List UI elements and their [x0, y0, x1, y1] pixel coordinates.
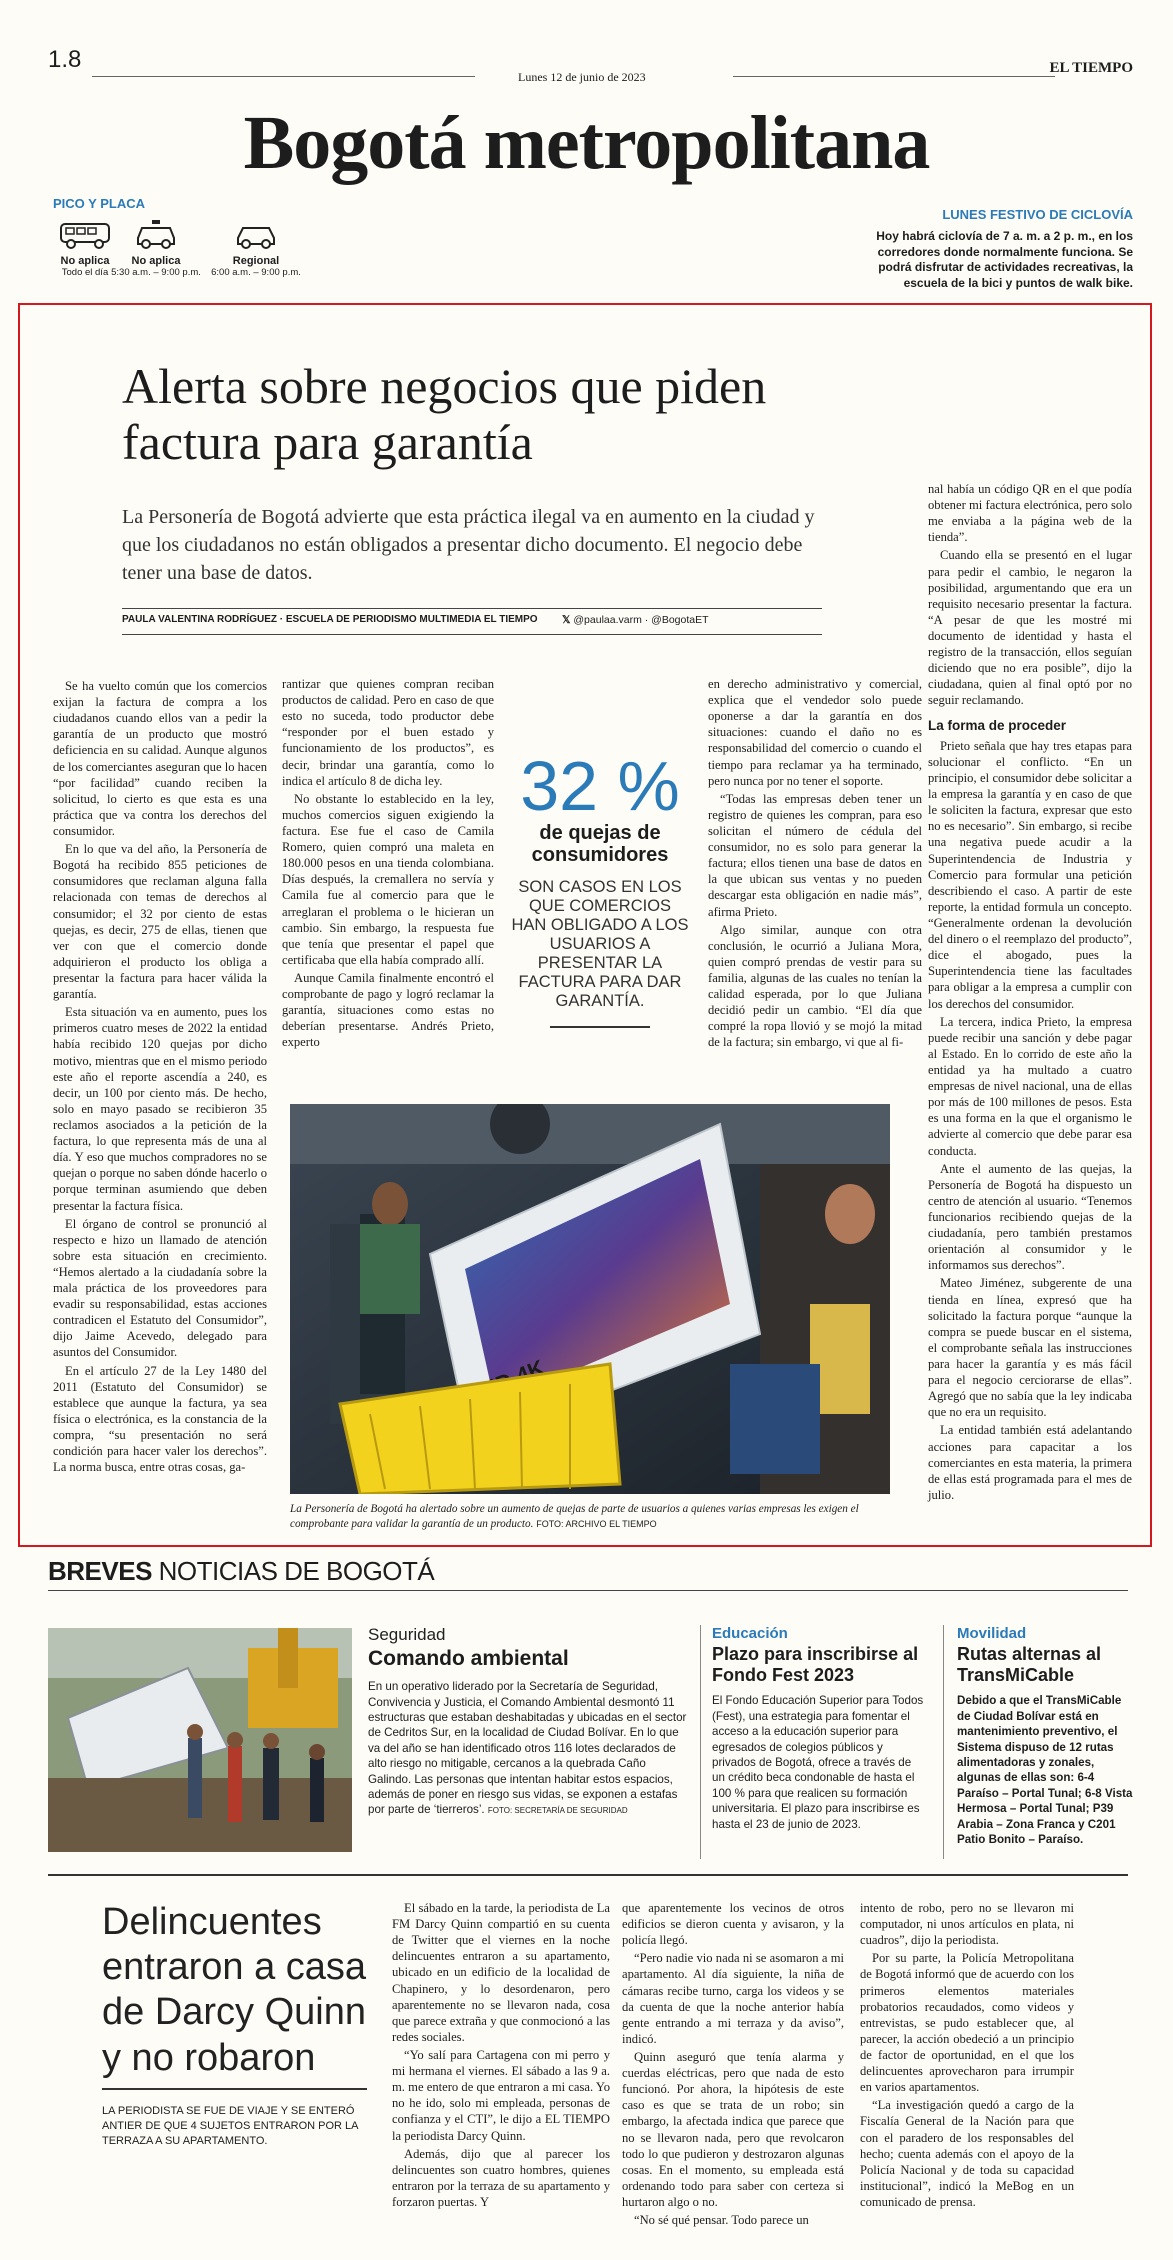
breves-label — [48, 1556, 434, 1587]
brief-credit: FOTO: SECRETARÍA DE SEGURIDAD — [487, 1806, 628, 1816]
paragraph: intento de robo, pero no se llevaron mi computador, ni unos artículos en plata, ni cuadros”, dijo la periodista. — [860, 1901, 1074, 1948]
brief-title: Rutas alternas al TransMiCable — [957, 1644, 1102, 1685]
article-social — [562, 614, 709, 626]
brief-body — [368, 1679, 690, 1818]
paragraph: “La investigación quedó a cargo de la Fiscalía General de la Nación para que con el paradero de los responsables del hecho; cuenta además con el apoyo de la Policía Nacional y de toda su capacidad institucional”, indicó la MeBog en un comunicado de prensa. — [860, 2098, 1074, 2209]
brief-text: En un operativo liderado por la Secretaría de Seguridad, Convivencia y Justicia, el Comando Ambiental desmontó 11 estructuras que estaban deshabitadas y ubicadas en el sector de Cedritos Sur, en la localidad de Ciudad Bolívar. En lo que va del año se han identificado otros 116 lotes declarados de alto riesgo no mitigable, cercanos a la quebrada Caño Galindo. Las personas que intentan habitar estos espacios, además de poner en riesgo sus vidas, se exponen a estafas por parte de ‘tierreros’. — [368, 1680, 687, 1817]
date-line: Lunes 12 de junio de 2023 — [518, 70, 646, 84]
paragraph: Por su parte, la Policía Metropolitana de Bogotá informó que de acuerdo con los primeros elementos materiales probatorios recaudados, como videos y entrevistas, se pudo establecer que, al parecer, la acción obedeció a un principio de factor de oportunidad, en el que los delincuentes aprovecharon para irrumpir en varios apartamentos. — [860, 1951, 1074, 2095]
stat-label: de quejas de consumidores — [531, 822, 669, 866]
breves-photo — [48, 1628, 352, 1852]
article-headline: Alerta sobre negocios que piden factura para garantía — [122, 358, 767, 470]
bus-icon — [59, 218, 111, 250]
article-column-1 — [53, 678, 267, 1477]
ciclovia-body: Hoy habrá ciclovía de 7 a. m. a 2 p. m., en los corredores donde normalmente funciona. Se podrá disfrutar de actividades recreativas, la escuela de la bici y puntos de walk bike. — [876, 229, 1133, 290]
stat-number: 32 % — [520, 747, 680, 825]
breves-label-rest: NOTICIAS DE BOGOTÁ — [158, 1556, 435, 1586]
brief-seguridad — [368, 1625, 690, 1818]
bottom-column-2 — [622, 1900, 844, 2230]
ciclovia-title: LUNES FESTIVO DE CICLOVÍA — [942, 207, 1133, 222]
pico-placa-title: PICO Y PLACA — [53, 196, 145, 211]
pico-placa-hours: Todo el día — [61, 267, 109, 278]
subtitle-forma: La forma de proceder — [928, 717, 1067, 733]
demolition-scene-image — [48, 1628, 352, 1852]
social-handles[interactable]: @paulaa.varm · @BogotaET — [573, 614, 709, 626]
bottom-column-1 — [392, 1900, 610, 2212]
header-rule-left — [92, 76, 475, 77]
bottom-summary-rule — [102, 2088, 367, 2090]
paragraph: rantizar que quienes compran reciban productos de calidad. Pero en caso de que esto no suceda, todo productor debe “responder por el buen estado y funcionamiento de los productos”, es decir, brindar una garantía, como lo indica el artículo 8 de dicha ley. — [282, 677, 494, 788]
car-icon — [234, 218, 278, 250]
paragraph: que aparentemente los vecinos de otros edificios se dieron cuenta y avisaron, y la policía llegó. — [622, 1901, 844, 1948]
stat-description: SON CASOS EN LOS QUE COMERCIOS HAN OBLIGADO A LOS USUARIOS A PRESENTAR LA FACTURA PARA DAR GARANTÍA. — [511, 878, 689, 1010]
article-column-2 — [282, 676, 494, 1053]
brief-kicker: Movilidad — [957, 1625, 1027, 1642]
brief-title: Plazo para inscribirse al Fondo Fest 2023 — [712, 1644, 919, 1685]
header-rule-right — [733, 76, 1055, 77]
caption-text: La Personería de Bogotá ha alertado sobre un aumento de quejas de parte de usuarios a quienes varias empresas les exigen el comprobante para validar la garantía de un producto. — [290, 1503, 859, 1530]
paragraph: En lo que va del año, la Personería de Bogotá ha recibido 855 peticiones de consumidores que reclaman alguna falla relacionada con temas de derechos al consumidor; el 32 por ciento de estas quejas, es decir, 275 de ellas, tienen que ver con que el comercio donde adquirieron el producto los obliga a presentar la factura para hacer válida la garantía. — [53, 842, 267, 1002]
bottom-headline: Delincuentes entraron a casa de Darcy Quinn y no robaron — [102, 1901, 367, 2079]
paragraph: nal había un código QR en el que podía obtener mi factura electrónica, pero solo me enviaba a la página web de la tienda”. — [928, 482, 1132, 545]
paragraph: “Yo salí para Cartagena con mi perro y mi hermana el viernes. El sábado a las 9 a. m. me entero de que entraron a mi casa. Yo no he ido, solo mi empleada, personas de confianza y el CTI”, le dijo a EL TIEMPO la periodista Darcy Quinn. — [392, 2047, 610, 2143]
paper-name: EL TIEMPO — [1049, 60, 1133, 76]
byline-rule — [122, 634, 822, 635]
paragraph: La entidad también está adelantando acciones para capacitar a los comerciantes en esta materia, la primera de ellas está programada para el mes de julio. — [928, 1423, 1132, 1502]
pico-placa-hours: 5:30 a.m. – 9:00 p.m. — [111, 267, 201, 278]
breves-bottom-rule — [48, 1874, 1128, 1876]
paragraph: En el artículo 27 de la Ley 1480 del 2011 (Estatuto del Consumidor) se establece que aunque la factura, ya sea física o electrónica, es la constancia de la compra, “su presentación no será condición para hacer valer los derechos”. La norma busca, entre otras cosas, ga- — [53, 1363, 267, 1475]
paragraph: Mateo Jiménez, subgerente de una tienda en línea, expresó que ha solicitado la factura porque “aunque la compra se puede buscar en el sistema, el comprobante señala las instrucciones para hacer la garantía y es más fácil para el negocio cerciorarse de ellas”. Agregó que no sabía que la ley indicaba que no era un requisito. — [928, 1276, 1132, 1420]
article-byline: PAULA VALENTINA RODRÍGUEZ · ESCUELA DE PERIODISMO MULTIMEDIA EL TIEMPO — [122, 614, 538, 625]
article-column-4 — [708, 676, 922, 1053]
brief-body: El Fondo Educación Superior para Todos (Fest), una estrategia para fomentar el acceso a la educación superior para egresados de colegios públicos y privados de Bogotá, ofrece a través de un crédito beca condonable de hasta el 100 % para que realicen su formación universitaria. El plazo para inscribirse es hasta el 23 de junio de 2023. — [712, 1694, 924, 1831]
paragraph: en derecho administrativo y comercial, explica que el vendedor solo puede oponerse a dar la garantía en dos situaciones: cuando el daño no es responsabilidad del comercio o cuando el tiempo para reclamar ya ha terminado, pero nunca por no tener el soporte. — [708, 677, 922, 788]
brief-body: Debido a que el TransMiCable de Ciudad Bolívar está en mantenimiento preventivo, el Sistema dispuso de 12 rutas alimentadoras y zonales, algunas de ellas son: 6-4 Paraíso – Portal Tunal; 6-8 Vista Hermosa – Portal Tunal; P39 Arabia – Zona Franca y C201 Patio Bonito – Paraíso. — [957, 1694, 1133, 1847]
pico-placa-status: No aplica — [60, 255, 110, 267]
photo-caption — [290, 1502, 890, 1531]
pico-placa-status: Regional — [232, 255, 280, 267]
paragraph: “No sé qué pensar. Todo parece un — [634, 2213, 809, 2228]
page-number: 1.8 — [48, 46, 82, 73]
shopping-scene-image — [290, 1104, 890, 1494]
paragraph: No obstante lo establecido en la ley, muchos comercios siguen exigiendo la factura. Ese fue el caso de Camila Romero, quien compró una maleta en 180.000 pesos en una tienda colombiana. Días después, la cremallera no servía y Camila fue al comercio para que le arreglaran el problema o le hicieran un cambio. Sin embargo, la respuesta fue que tenía que presentar el papel que certificaba que ella había comprado allí. — [282, 791, 494, 967]
twitter-icon: 𝕏 — [562, 614, 574, 626]
column-divider — [943, 1625, 944, 1859]
stat-rule — [550, 1026, 650, 1028]
paragraph: “Todas las empresas deben tener un registro de quienes les compran, para eso solicitan el número de cédula del consumidor, no es solo para generar la factura; ellos tienen una base de datos en la que ubican sus ventas y no pueden descargar esta obligación en nadie más”, afirma Prieto. — [708, 791, 922, 919]
paragraph: El sábado en la tarde, la periodista de La FM Darcy Quinn compartió en su cuenta de Twitter que el viernes en la noche delincuentes entraron a su apartamento, ubicado en un edificio de la localidad de Chapinero, y lo desordenaron, pero aparentemente no se llevaron nada, cosa que parece extraña y que conmocionó a las redes sociales. — [392, 1901, 610, 2044]
paragraph: Esta situación va en aumento, pues los primeros cuatro meses de 2022 la entidad había recibido 120 quejas por dicho motivo, mientras que en el mismo periodo este año el reporte ascendía a 240, es decir, un 100 por ciento más. De hecho, solo en mayo pasado se recibieron 35 reclamos asociados a la petición de la factura, lo que representa más de una al día. Y eso que muchos compradores no se quejan o porque no saben dónde hacerlo o porque terminan asumiendo que deben presentar la factura física. — [53, 1005, 267, 1213]
paragraph: La tercera, indica Prieto, la empresa puede recibir una sanción y debe pagar al Estado. En lo corrido de este año la entidad ya ha multado a cuatro empresas de nivel nacional, una de ellas por más de 100 millones de pesos. Esta es una forma en la que el organismo le advierte al comercio que debe parar esa conducta. — [928, 1014, 1132, 1158]
section-title: Bogotá metropolitana — [243, 101, 930, 185]
paragraph: Prieto señala que hay tres etapas para solucionar el conflicto. “En un principio, el consumidor debe solicitar a la empresa la garantía y en caso de que le soliciten la factura, expresar que esto no es necesario”. Sin embargo, si recibe una negativa puede acudir a la Superintendencia de Industria y Comercio para formular una petición describiendo el caso. A partir de este reporte, la entidad formula un concepto. “Generalmente ordenan la devolución del dinero o el reemplazo del producto”, dice el abogado, pues la Superintendencia tiene las facultades para obligar a la empresa a cumplir con los derechos del consumidor. — [928, 738, 1132, 1011]
paragraph: Algo similar, aunque con otra conclusión, le ocurrió a Juliana Mora, quien compró prendas de vestir para su familia, algunas de las cuales no tenían la calidad esperada, por lo que Juliana decidió pedir un cambio. “El día que compré la ropa llovió y se mojó la mitad de la factura; sin embargo, vi que al fi- — [708, 922, 922, 1050]
bottom-summary: LA PERIODISTA SE FUE DE VIAJE Y SE ENTERÓ ANTIER DE QUE 4 SUJETOS ENTRARON POR LA TERRAZA A SU APARTAMENTO. — [102, 2105, 358, 2147]
breves-label-bold: BREVES — [48, 1556, 152, 1586]
pico-placa-hours: 6:00 a.m. – 9:00 p.m. — [211, 267, 301, 278]
bottom-column-3 — [860, 1900, 1074, 2212]
brief-kicker: Seguridad — [368, 1625, 446, 1644]
pico-placa-item-car — [208, 218, 304, 278]
paragraph: Quinn aseguró que tenía alarma y cuerdas eléctricas, pero que nada de esto funcionó. Por ahora, la hipótesis de este caso es que se trata de un robo; sin embargo, la afectada indica que parece que no se llevaron nada, pero que revolcaron todo lo que pudieron y destrozaron algunas cosas. En el momento, su empleada está ordenando todo para saber con certeza si hurtaron algo o no. — [622, 2049, 844, 2209]
brief-kicker: Educación — [712, 1625, 788, 1642]
paragraph: Además, dijo que al parecer los delincuentes son cuatro hombres, quienes entraron por la terraza de su apartamento y forzaron puertas. Y — [392, 2146, 610, 2209]
brief-movilidad — [957, 1625, 1133, 1847]
breves-rule — [48, 1590, 1128, 1591]
article-column-5 — [928, 481, 1132, 1505]
paragraph: Cuando ella se presentó en el lugar para pedir el cambio, le negaron la posibilidad, argumentando que era un requisito necesario presentar la factura. “A pesar de que les mostré mi documento de identidad y hasta el registro de la transacción, ellos seguían diciendo que no era posible”, dijo la ciudadana, quien al final optó por no seguir reclamando. — [928, 548, 1132, 708]
paragraph: El órgano de control se pronunció al respecto e hizo un llamado de atención sobre esta situación en crecimiento. “Hemos alertado a la ciudadanía sobre la mala práctica de los proveedores para evadir su responsabilidad, estas acciones contradicen el Estatuto del Consumidor”, dijo Jaime Acevedo, delegado para asuntos del Consumidor. — [53, 1216, 267, 1360]
paragraph: Aunque Camila finalmente encontró el comprobante de pago y logró reclamar la garantía, situaciones como estas no deberían presentarse. Andrés Prieto, experto — [282, 970, 494, 1050]
photo-credit: FOTO: ARCHIVO EL TIEMPO — [536, 1518, 657, 1529]
pico-placa-item-taxi — [108, 218, 204, 278]
article-subhead: La Personería de Bogotá advierte que esta práctica ilegal va en aumento en la ciudad y que los ciudadanos no están obligados a presentar dicho documento. El negocio debe tener una base de datos. — [122, 506, 815, 584]
paragraph: Ante el aumento de las quejas, la Personería de Bogotá ha dispuesto un centro de atención al usuario. “Tenemos funcionarios recibiendo quejas de la ciudadanía, pero también prestamos orientación al consumidor y le informamos sus derechos”. — [928, 1161, 1132, 1273]
brief-title: Comando ambiental — [368, 1647, 569, 1670]
pico-placa-status: No aplica — [131, 255, 181, 267]
paragraph: “Pero nadie vio nada ni se asomaron a mi apartamento. Al día siguiente, la niña de cámaras recibe turno, carga los videos y se da cuenta de que la noche anterior había gente entrando a mi terraza y da aviso”, indicó. — [622, 1951, 844, 2046]
paragraph: Se ha vuelto común que los comercios exijan la factura de compra a los ciudadanos cuando ellos van a pedir la garantía de un producto que mostró deficiencia en su calidad. Aunque algunos de los comerciantes aseguran que lo hacen “por facilidad” cuando reciben la solicitud, lo cierto es que esta es una práctica que va contra los derechos del consumidor. — [53, 679, 268, 838]
taxi-icon — [134, 218, 178, 250]
brief-educacion — [712, 1625, 924, 1832]
byline-rule — [122, 608, 822, 609]
column-divider — [700, 1625, 701, 1859]
article-photo — [290, 1104, 890, 1494]
